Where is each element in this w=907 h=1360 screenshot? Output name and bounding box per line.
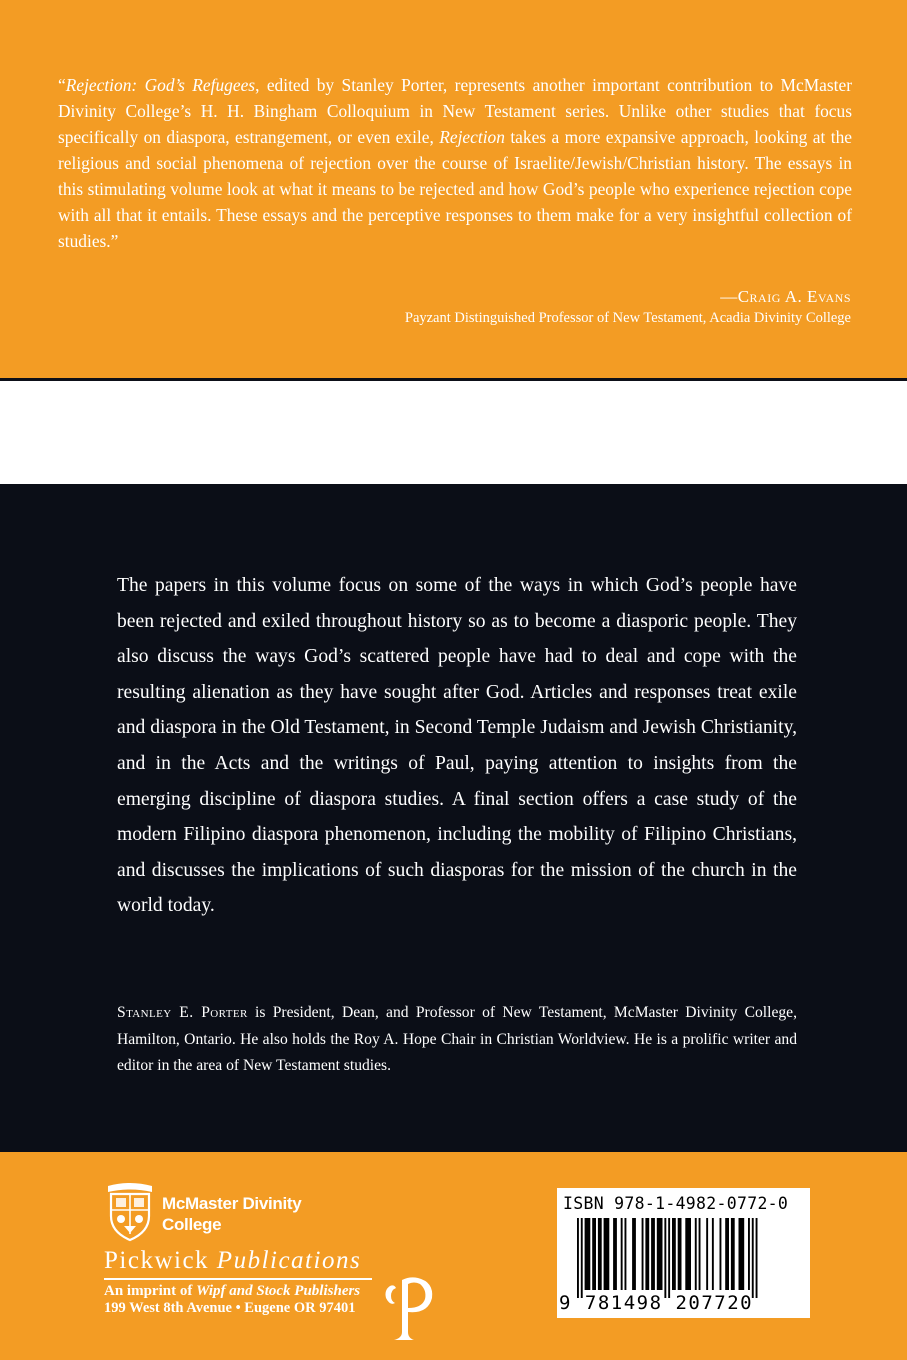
barcode-bar: [604, 1218, 610, 1290]
barcode-bar: [739, 1218, 745, 1290]
barcode-bar: [668, 1218, 670, 1298]
college-name: [162, 1193, 301, 1235]
endorsement-text-1: , edited by Stanley Porter, represents another important contribution to McMaster Divinity College’s H. H. Bingham Colloquium in New Testament series. Unlike other studies that focus specifically on diaspora, estrangement, or even exile,: [58, 75, 853, 147]
barcode-bar: [581, 1218, 583, 1298]
endorser-title: Payzant Distinguished Professor of New Testament, Acadia Divinity College: [404, 310, 851, 326]
barcode-bar: [613, 1218, 617, 1290]
barcode-bar: [592, 1218, 596, 1290]
isbn-label: ISBN 978-1-4982-0772-0: [563, 1194, 789, 1213]
barcode-bar: [625, 1218, 627, 1290]
author-bio: [117, 1000, 797, 1080]
endorsement-book-title: Rejection: God’s Refugees: [65, 75, 256, 95]
publisher-address: 199 West 8th Avenue • Eugene OR 97401: [104, 1299, 356, 1316]
publisher-name-regular: Pickwick: [104, 1247, 210, 1274]
barcode-bar: [585, 1218, 591, 1290]
barcode-bar: [752, 1218, 754, 1298]
barcode-bar: [598, 1218, 602, 1290]
barcode-bar: [756, 1218, 758, 1298]
endorsement-short-title: Rejection: [439, 127, 505, 147]
barcode-bar: [664, 1218, 666, 1298]
barcode-bar: [685, 1218, 691, 1290]
barcode-bar: [720, 1218, 722, 1290]
publisher-rule: [104, 1278, 372, 1280]
open-quote: “: [58, 75, 66, 95]
publisher-name: [104, 1246, 372, 1276]
imprint-prefix: An imprint of: [104, 1282, 197, 1299]
barcode-bar: [657, 1218, 663, 1290]
endorsement-text-2: takes a more expansive approach, looking at the religious and social phenomena of rejection over the course of Israelite/Jewish/Christian history. The essays in this stimulating volume look at what it means to be rejected and how God’s people who experience rejection cope with all that it entails. These essays and the perceptive responses to them make for a very insightful collection of studies.”: [58, 127, 852, 251]
barcode-bar: [672, 1218, 676, 1290]
publisher-imprint: [104, 1283, 372, 1300]
isbn-barcode: [557, 1188, 810, 1318]
barcode-bar: [731, 1218, 735, 1290]
barcode-bar: [699, 1218, 701, 1290]
bio-text: is President, Dean, and Professor of New Testament, McMaster Divinity College, Hamilton, Ontario. He also holds the Roy A. Hope Chair in Christian Worldview. He is a prolific writer and editor in the area of New Testament studies.: [117, 1004, 797, 1074]
imprint-parent: Wipf and Stock Publishers: [196, 1282, 361, 1299]
barcode-bar: [678, 1218, 682, 1290]
barcode-bar: [645, 1218, 649, 1290]
barcode-bar: [651, 1218, 655, 1290]
barcode-bar: [712, 1218, 714, 1290]
college-name-line-2: College: [162, 1215, 222, 1234]
endorsement-attribution: [405, 286, 851, 328]
college-name-line-1: McMaster Divinity: [162, 1194, 302, 1213]
barcode-bar: [748, 1218, 750, 1290]
barcode-bar: [621, 1218, 623, 1290]
publisher-block: [104, 1246, 372, 1317]
bio-author-name: Stanley E. Porter: [117, 1004, 248, 1021]
pickwick-p-logo-icon: [380, 1268, 444, 1344]
endorser-name: —Craig A. Evans: [720, 287, 851, 306]
barcode-bar: [706, 1218, 708, 1290]
endorsement-quote: [58, 72, 852, 254]
barcode-digits: 9 781498 207720: [559, 1292, 754, 1314]
barcode-bar: [642, 1218, 644, 1290]
book-description: The papers in this volume focus on some of the ways in which God’s people have been rejected and exiled throughout history so as to become a diasporic people. They also discuss the ways God’s scattered people have had to deal and cope with the resulting alienation as they have sought after God. Articles and responses treat exile and diaspora in the Old Testament, in Second Temple Judaism and Jewish Christianity, and in the Acts and the writings of Paul, paying attention to insights from the emerging discipline of diaspora studies. A final section offers a case study of the modern Filipino diaspora phenomenon, including the mobility of Filipino Christians, and discusses the implications of such diasporas for the mission of the church in the world today.: [117, 575, 797, 917]
barcode-bar: [725, 1218, 729, 1290]
barcode-bar: [632, 1218, 636, 1290]
barcode-bar: [695, 1218, 697, 1290]
publisher-name-italic: Publications: [216, 1247, 362, 1274]
barcode-bar: [577, 1218, 579, 1298]
white-band: [0, 381, 907, 484]
